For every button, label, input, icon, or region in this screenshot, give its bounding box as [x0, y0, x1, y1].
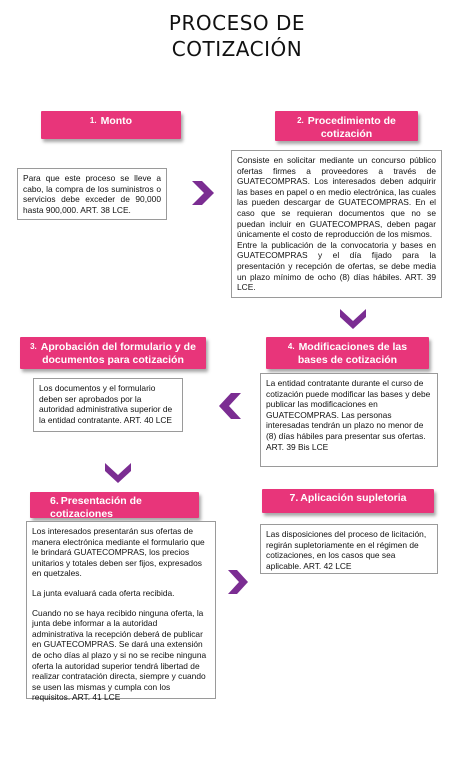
- chevron-down-icon: [340, 307, 366, 329]
- step-7-header: [262, 489, 434, 513]
- step-4-number: 4.: [287, 342, 295, 351]
- step-7-number: 7.: [289, 492, 299, 504]
- chevron-down-icon: [105, 461, 131, 483]
- step-1-box: [17, 168, 167, 220]
- step-4-label: Modificaciones de las bases de cotización: [297, 341, 408, 366]
- step-1-number: 1.: [89, 116, 97, 125]
- step-2-label: Procedimiento de cotización: [307, 115, 396, 140]
- step-4-box: [260, 373, 438, 467]
- step-1-label: Monto: [100, 115, 133, 127]
- step-6-text-1: Los interesados presentarán sus ofertas de manera electrónica mediante el formulario que le brindará GUATECOMPRAS, los precios unitarios y totales deben ser fijos, expresados en quetzales.: [32, 526, 205, 579]
- step-7-label: Aplicación supletoria: [300, 492, 407, 504]
- step-2-number: 2.: [297, 116, 304, 125]
- title-line-2: COTIZACIÓN: [171, 37, 303, 61]
- title-line-1: PROCESO DE: [168, 11, 306, 35]
- step-6-box: [26, 521, 216, 703]
- step-1-text: Para que este proceso se lleve a cabo, la compra de los suministros o servicios debe exceder de 90,000 hasta 900,000. ART. 38 LCE.: [23, 173, 161, 215]
- chevron-left-icon: [219, 393, 243, 419]
- chevron-right-icon: [190, 181, 214, 205]
- step-7-text: Las disposiciones del proceso de licitación, regirán supletoriamente en el régimen de cotizaciones, en los casos que sea aplicable. ART. 42 LCE: [266, 529, 427, 571]
- step-3-label: Aprobación del formulario y de documentos para cotización: [40, 341, 196, 366]
- step-4-header: [266, 337, 429, 369]
- step-6-header: [30, 492, 199, 518]
- step-2-box: [231, 150, 442, 298]
- step-2-header: [275, 111, 418, 141]
- step-4-text: La entidad contratante durante el curso de cotización puede modificar las bases y debe publicar las modificaciones en GUATECOMPRAS. Las personas interesadas tendrán un plazo no menor de (8) días hábiles para presentar sus ofertas. ART. 39 Bis LCE: [266, 378, 431, 452]
- step-3-number: 3.: [30, 342, 37, 351]
- step-6-text-2: La junta evaluará cada oferta recibida.: [32, 587, 175, 598]
- step-3-box: [33, 378, 183, 432]
- step-3-text: Los documentos y el formulario deben ser aprobados por la autoridad administrativa superior de la entidad contratante. ART. 40 LCE: [39, 383, 173, 425]
- step-3-header: [20, 337, 206, 369]
- step-6-text-3: Cuando no se haya recibido ninguna oferta, la junta debe informar a la autoridad administrativa la recepción deberá de publicar en GUATECOMPRAS. Se dará una extensión de ocho días al plazo y si no se recibe ninguna oferta la autoridad superior tendrá libertad de realizar contratación directa, siempre y cuando se usen las mismas y cumpla con los requisitos. ART. 41 LCE: [32, 607, 207, 703]
- step-6-number: 6.: [50, 495, 59, 507]
- page-title: [0, 10, 474, 62]
- step-6-label: Presentación de cotizaciones: [50, 495, 142, 518]
- step-1-header: [41, 111, 181, 139]
- step-2-text-2: Entre la publicación de la convocatoria y bases en GUATECOMPRAS y el día fijado para la presentación y recepción de ofertas, se debe media un plazo mínimo de ocho (8) días hábiles. ART. 39 LCE.: [237, 239, 436, 293]
- chevron-right-icon: [226, 570, 248, 594]
- step-2-text-1: Consiste en solicitar mediante un concurso público ofertas firmes a proveedores a través de GUATECOMPRAS. Los interesados deben adquirir las bases en papel o en medio electrónica, las cuales las pueden descargar de GUATECOMPRAS. En el caso que se requieran documentos que no se puedan incluir en GUATECOMPRAS, deben pagar únicamente el costo de reproducción de los mismos.: [237, 155, 436, 240]
- step-7-box: [260, 524, 438, 574]
